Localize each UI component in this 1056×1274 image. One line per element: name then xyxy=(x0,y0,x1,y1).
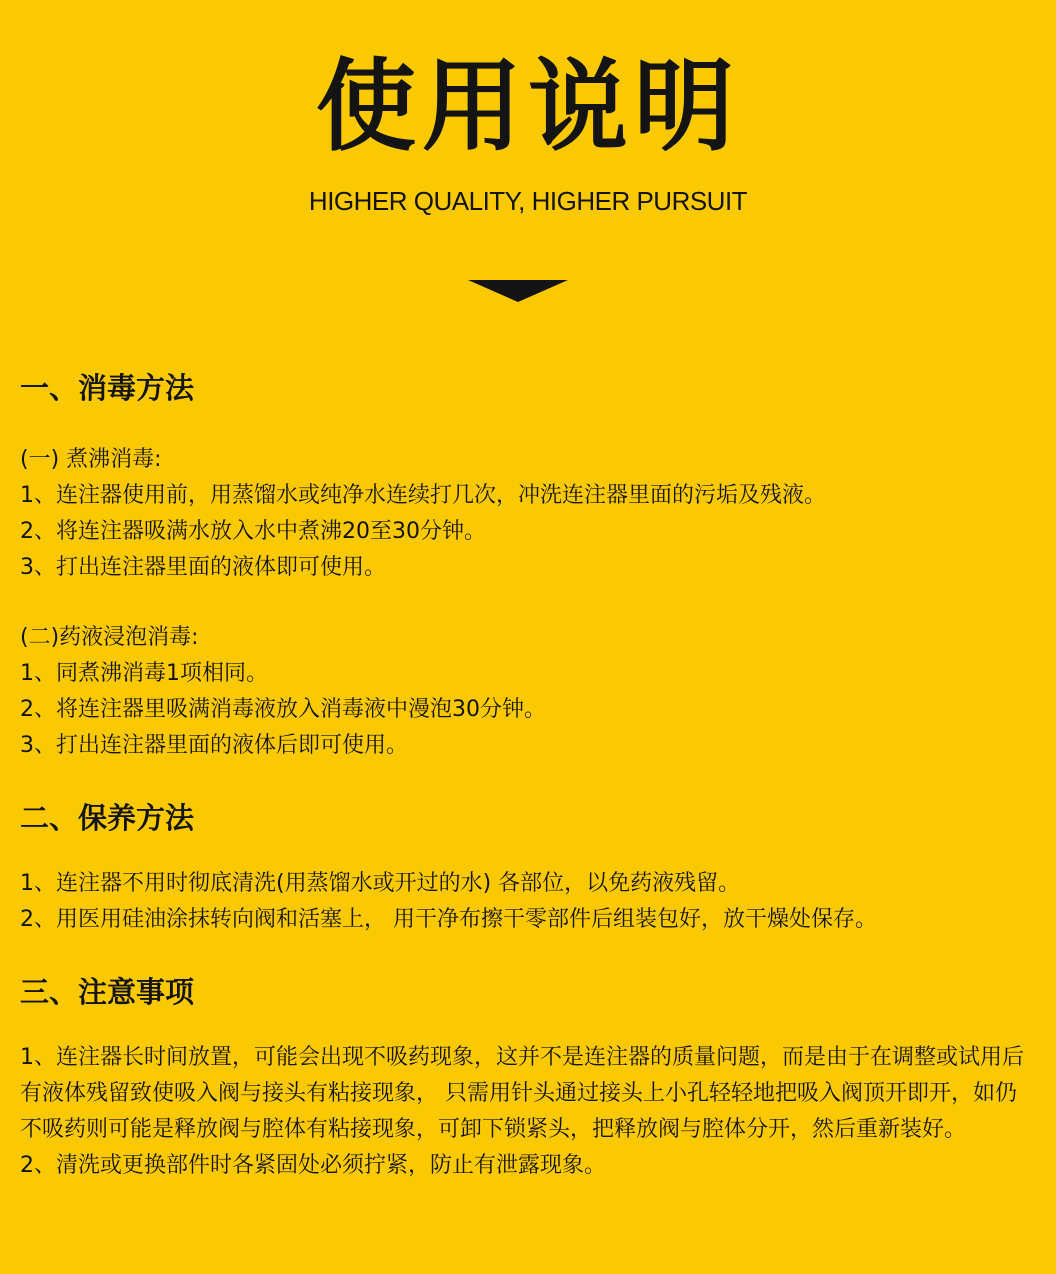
instructions-content xyxy=(20,368,1040,1184)
section-title-disinfection: 一、消毒方法 xyxy=(20,371,195,405)
list-item: 1、连注器不用时彻底清洗(用蒸馏水或开过的水) 各部位，以免药液残留。 xyxy=(20,871,741,896)
list-item: 3、打出连注器里面的液体后即可使用。 xyxy=(20,733,408,758)
list-item: 2、将连注器里吸满消毒液放入消毒液中漫泡30分钟。 xyxy=(20,697,546,722)
list-item: 1、连注器使用前，用蒸馏水或纯净水连续打几次，冲洗连注器里面的污垢及残液。 xyxy=(20,483,826,508)
subsection-title-boiling: (一) 煮沸消毒: xyxy=(20,447,162,472)
page-title: 使用说明 xyxy=(316,48,740,165)
subsection-title-soaking: (二)药液浸泡消毒: xyxy=(20,625,199,650)
section-title-notes: 三、注意事项 xyxy=(20,975,195,1009)
list-item: 2、清洗或更换部件时各紧固处必须拧紧，防止有泄露现象。 xyxy=(20,1153,606,1178)
list-item: 3、打出连注器里面的液体即可使用。 xyxy=(20,555,386,580)
page-subtitle: HIGHER QUALITY, HIGHER PURSUIT xyxy=(308,186,748,216)
list-item: 2、用医用硅油涂抹转向阀和活塞上， 用干净布擦干零部件后组装包好，放干燥处保存。 xyxy=(20,907,877,932)
list-item: 1、同煮沸消毒1项相同。 xyxy=(20,661,268,686)
list-item: 2、将连注器吸满水放入水中煮沸20至30分钟。 xyxy=(20,519,486,544)
section-title-maintenance: 二、保养方法 xyxy=(20,801,195,835)
chevron-down-icon xyxy=(468,280,568,302)
list-item: 1、连注器长时间放置，可能会出现不吸药现象，这并不是连注器的质量问题，而是由于在调整或试用后有液体残留致使吸入阀与接头有粘接现象， 只需用针头通过接头上小孔轻轻地把吸入阀顶开即开，如仍不吸药则可能是释放阀与腔体有粘接现象，可卸下锁紧头，把释放阀与腔体分开，然后重新装好。 xyxy=(20,1045,1025,1142)
